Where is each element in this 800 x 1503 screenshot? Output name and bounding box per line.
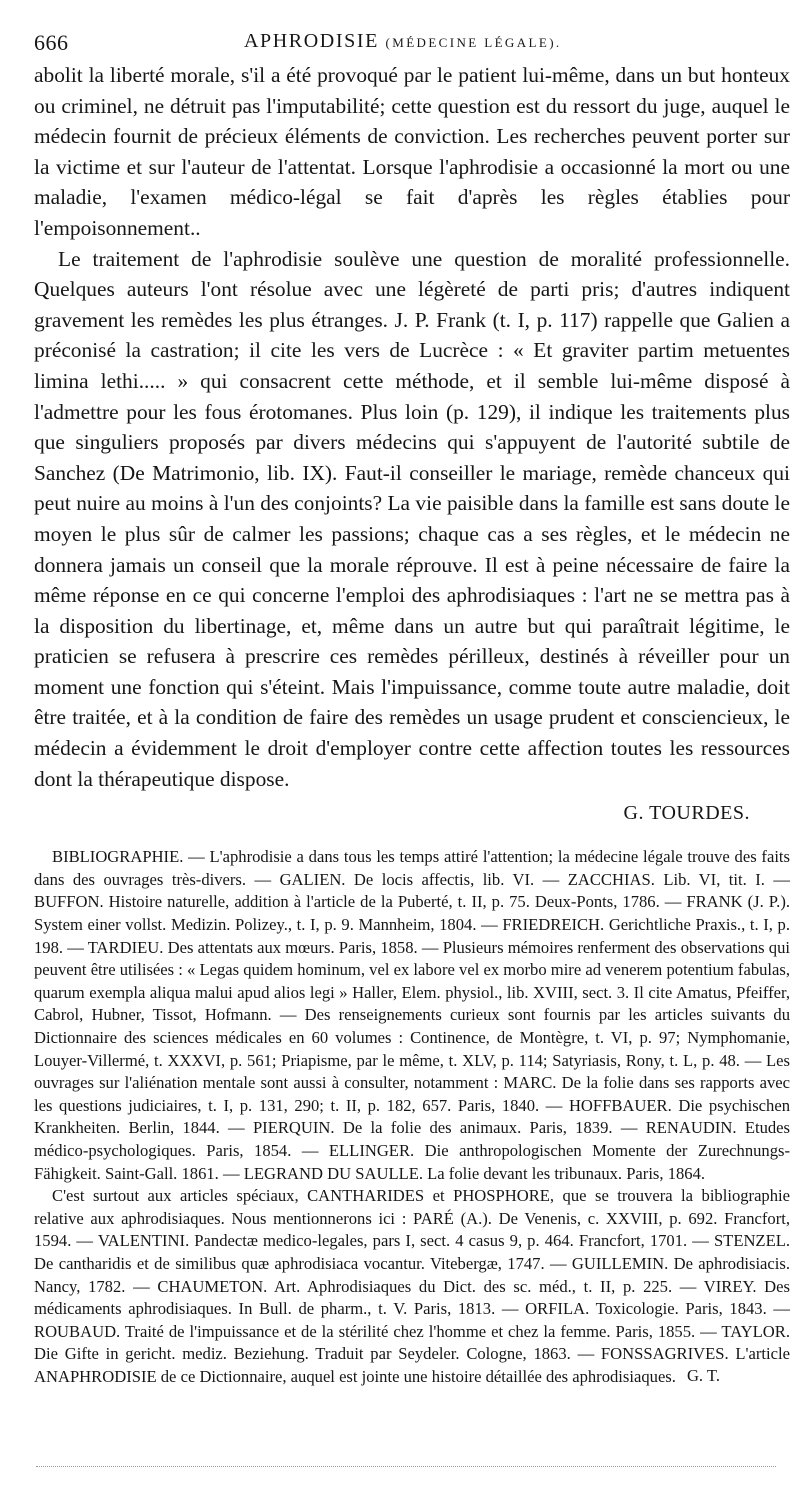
running-title-subtitle: (MÉDECINE LÉGALE). xyxy=(385,35,562,50)
paragraph-treatment: Le traitement de l'aphrodisie soulève une question de moralité professionnelle. Quelques auteurs l'ont résolue avec une légèreté de parti pris; d'autres indiquent gravement les remèdes les plus étranges. J. P. Frank (t. I, p. 117) rappelle que Galien a préconisé la castration; il cite les vers de Lucrèce : « Et graviter partim metuentes limina lethi..... » qui consacrent cette méthode, et il semble lui-même disposé à l'admettre pour les fous érotomanes. Plus loin (p. 129), il indique les traitements plus que singuliers proposés par divers médecins qui s'appuyent de l'autorité subtile de Sanchez (De Matrimonio, lib. IX). Faut-il conseiller le mariage, remède chanceux qui peut nuire au moins à l'un des conjoints? La vie paisible dans la famille est sans doute le moyen le plus sûr de calmer les passions; chaque cas a ses règles, et le médecin ne donnera jamais un conseil que la morale réprouve. Il est à peine nécessaire de faire la même réponse en ce qui concerne l'emploi des aphrodisiaques : l'art ne se mettra pas à la disposition du libertinage, et, même dans un autre but qui paraîtrait légitime, le praticien se refusera à prescrire ces remèdes périlleux, destinés à réveiller pour un moment une fonction qui s'éteint. Mais l'impuissance, comme toute autre maladie, doit être traitée, et à la condition de faire des remèdes un usage prudent et consciencieux, le médecin a évidemment le droit d'employer contre cette affection toutes les ressources dont la thérapeutique dispose. xyxy=(34,246,790,791)
bibliography-section xyxy=(34,846,790,1388)
running-head xyxy=(34,30,790,60)
paragraph-continuation: abolit la liberté morale, s'il a été provoqué par le patient lui-même, dans un but honteux ou criminel, ne détruit pas l'imputabilité; cette question est du ressort du juge, auquel le médecin fournit de précieux éléments de conviction. Les recherches peuvent porter sur la victime et sur l'auteur de l'attentat. Lorsque l'aphrodisie a occasionné la mort ou une maladie, l'examen médico-légal se fait d'après les règles établies pour l'empoisonnement.. xyxy=(34,63,790,240)
article-text xyxy=(34,60,790,794)
running-title xyxy=(244,30,562,53)
author-signature: G. TOURDES. xyxy=(623,802,750,825)
bibliography-signature: G. T. xyxy=(686,1365,720,1385)
page-number: 666 xyxy=(34,30,69,55)
running-title-main: APHRODISIE xyxy=(244,30,379,52)
bottom-dotted-rule xyxy=(36,1466,776,1467)
bibliography-paragraph: BIBLIOGRAPHIE. — L'aphrodisie a dans tous les temps attiré l'attention; la médecine légale trouve des faits dans des ouvrages très-divers. — GALIEN. De locis affectis, lib. VI. — ZACCHIAS. Lib. VI, tit. I. — BUFFON. Histoire naturelle, addition à l'article de la Puberté, t. II, p. 75. Deux-Ponts, 1786. — FRANK (J. P.). System einer vollst. Medizin. Polizey., t. I, p. 9. Mannheim, 1804. — FRIEDREICH. Gerichtliche Praxis., t. I, p. 198. — TARDIEU. Des attentats aux mœurs. Paris, 1858. — Plusieurs mémoires renferment des observations qui peuvent être utilisées : « Legas quidem hominum, vel ex labore vel ex morbo mire ad venerem potentium fabulas, quarum exempla aliqua malui apud alios legi » Haller, Elem. physiol., lib. XVIII, sect. 3. Il cite Amatus, Pfeiffer, Cabrol, Hubner, Tissot, Hofmann. — Des renseignements curieux sont fournis par les articles suivants du Dictionnaire des sciences médicales en 60 volumes : Continence, de Montègre, t. VI, p. 97; Nymphomanie, Louyer-Villermé, t. XXXVI, p. 561; Priapisme, par le même, t. XLV, p. 114; Satyriasis, Rony, t. L, p. 48. — Les ouvrages sur l'aliénation mentale sont aussi à consulter, notamment : MARC. De la folie dans ses rapports avec les questions judiciaires, t. I, p. 131, 290; t. II, p. 182, 657. Paris, 1840. — HOFFBAUER. Die psychischen Krankheiten. Berlin, 1844. — PIERQUIN. De la folie des animaux. Paris, 1839. — RENAUDIN. Etudes médico-psychologiques. Paris, 1854. — ELLINGER. Die anthropologischen Momente der Zurechnungs-Fähigkeit. Saint-Gall. 1861. — LEGRAND DU SAULLE. La folie devant les tribunaux. Paris, 1864. xyxy=(34,847,790,1183)
bibliography-paragraph: C'est surtout aux articles spéciaux, CANTHARIDES et PHOSPHORE, que se trouvera la bibliographie relative aux aphrodisiaques. Nous mentionnerons ici : PARÉ (A.). De Venenis, c. XXVIII, p. 692. Francfort, 1594. — VALENTINI. Pandectæ medico-legales, pars I, sect. 4 casus 9, p. 464. Francfort, 1701. — STENZEL. De cantharidis et de similibus quæ aphrodisiaca vocantur. Vitebergæ, 1747. — GUILLEMIN. De aphrodisiacis. Nancy, 1782. — CHAUMETON. Art. Aphrodisiaques du Dict. des sc. méd., t. II, p. 225. — VIREY. Des médicaments aphrodisiaques. In Bull. de pharm., t. V. Paris, 1813. — ORFILA. Toxicologie. Paris, 1843. — ROUBAUD. Traité de l'impuissance et de la stérilité chez l'homme et chez la femme. Paris, 1855. — TAYLOR. Die Gifte in gericht. mediz. Beziehung. Traduit par Seydeler. Cologne, 1863. — FONSSAGRIVES. L'article ANAPHRODISIE de ce Dictionnaire, auquel est jointe une histoire détaillée des aphrodisiaques. xyxy=(34,1186,790,1386)
book-page xyxy=(34,30,790,1389)
